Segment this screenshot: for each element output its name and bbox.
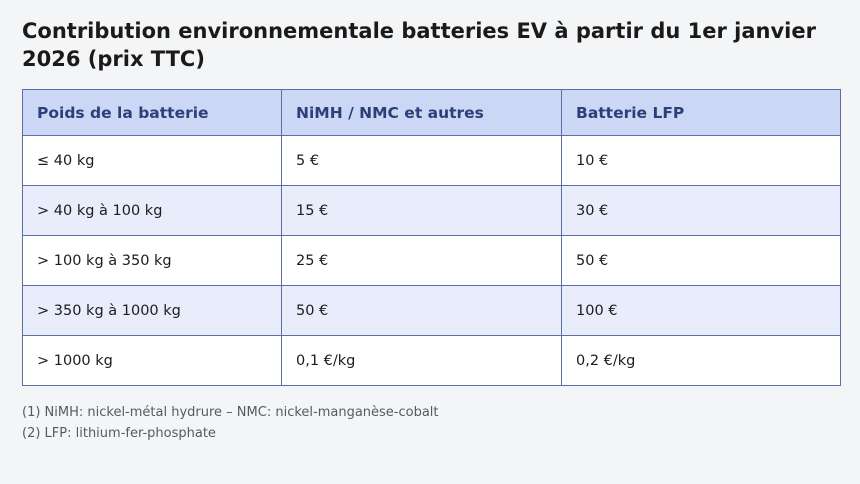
cell-lfp: 0,2 €/kg <box>562 336 841 386</box>
footnotes <box>22 402 840 444</box>
table-row <box>23 236 841 286</box>
table-row <box>23 336 841 386</box>
cell-nimh-nmc: 50 € <box>282 286 562 336</box>
page-title: Contribution environnementale batteries EV à partir du 1er janvier 2026 (prix TTC) <box>22 19 816 71</box>
cell-nimh-nmc: 5 € <box>282 136 562 186</box>
cell-weight: ≤ 40 kg <box>23 136 282 186</box>
contribution-fee-table <box>22 89 841 386</box>
table-row <box>23 136 841 186</box>
column-header-weight: Poids de la batterie <box>23 90 282 136</box>
footnote-nimh-nmc: (1) NiMH: nickel-métal hydrure – NMC: nickel-manganèse-cobalt <box>22 405 439 421</box>
cell-weight: > 100 kg à 350 kg <box>23 236 282 286</box>
column-header-nimh-nmc: NiMH / NMC et autres <box>282 90 562 136</box>
cell-lfp: 30 € <box>562 186 841 236</box>
table-body <box>23 136 841 386</box>
footnote-lfp: (2) LFP: lithium-fer-phosphate <box>22 426 216 442</box>
cell-lfp: 10 € <box>562 136 841 186</box>
cell-weight: > 1000 kg <box>23 336 282 386</box>
column-header-lfp: Batterie LFP <box>562 90 841 136</box>
table-row <box>23 286 841 336</box>
cell-nimh-nmc: 15 € <box>282 186 562 236</box>
cell-nimh-nmc: 25 € <box>282 236 562 286</box>
cell-nimh-nmc: 0,1 €/kg <box>282 336 562 386</box>
cell-weight: > 350 kg à 1000 kg <box>23 286 282 336</box>
cell-weight: > 40 kg à 100 kg <box>23 186 282 236</box>
table-header <box>23 90 841 136</box>
cell-lfp: 100 € <box>562 286 841 336</box>
cell-lfp: 50 € <box>562 236 841 286</box>
table-row <box>23 186 841 236</box>
table-header-row <box>23 90 841 136</box>
